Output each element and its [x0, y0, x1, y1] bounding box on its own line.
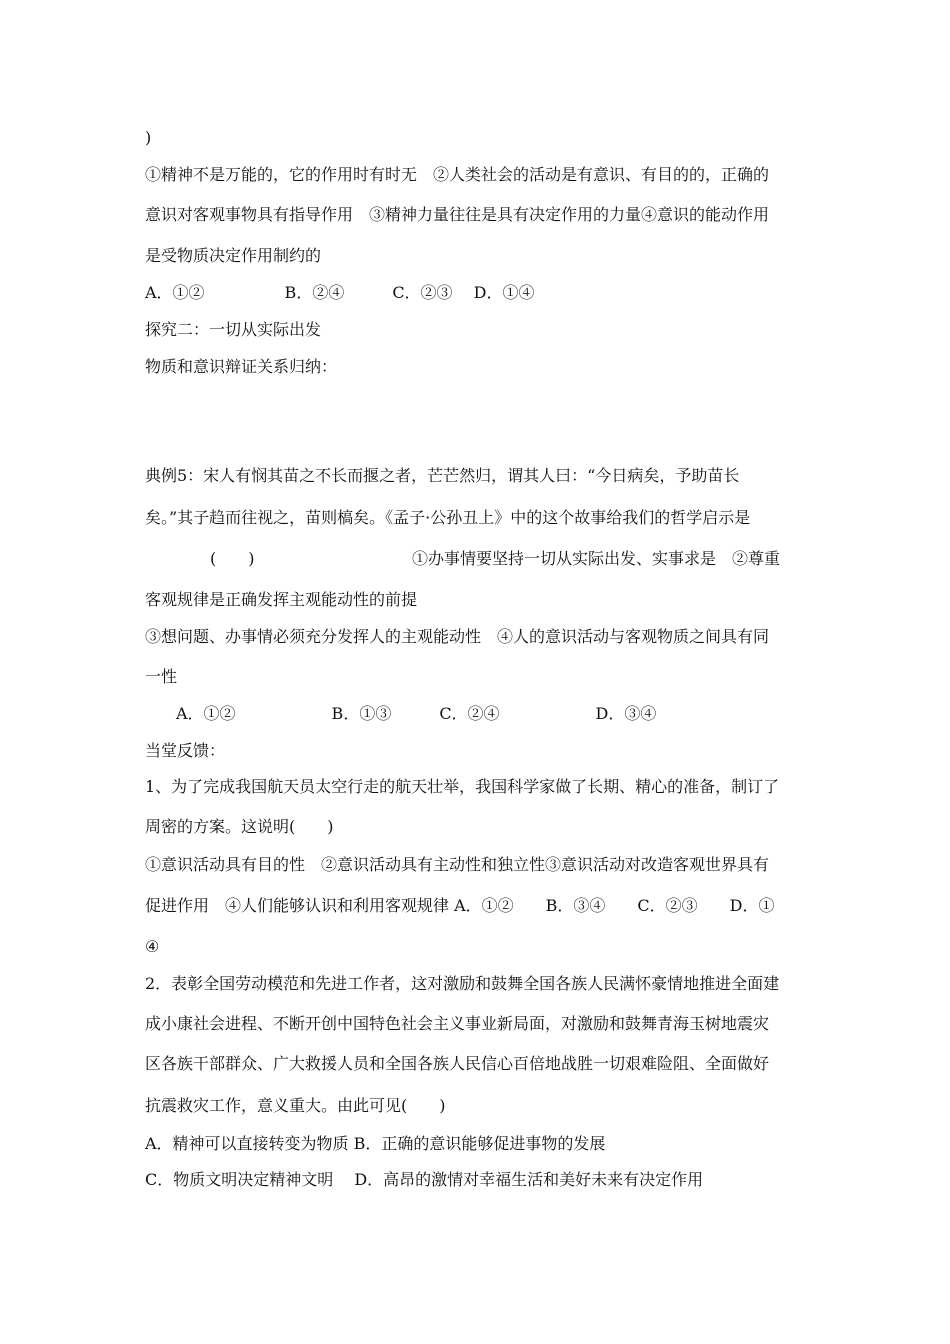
feedback-q2-options-ab: A．精神可以直接转变为物质 B．正确的意识能够促进事物的发展 — [145, 1134, 606, 1153]
prev-question-line-3: 是受物质决定作用制约的 — [145, 246, 322, 265]
feedback-q1-line-3: ①意识活动具有目的性 ②意识活动具有主动性和独立性③意识活动对改造客观世界具有 — [145, 855, 770, 874]
section-2-title: 探究二：一切从实际出发 — [145, 320, 322, 339]
example-5-line-4: 客观规律是正确发挥主观能动性的前提 — [145, 590, 418, 609]
example-5-answer-paren: ( ) — [210, 549, 255, 568]
prev-question-line-1: ①精神不是万能的，它的作用时有时无 ②人类社会的活动是有意识、有目的的，正确的 — [145, 165, 770, 184]
prev-question-line-2: 意识对客观事物具有指导作用 ③精神力量往往是具有决定作用的力量④意识的能动作用 — [145, 205, 770, 224]
example-5-line-5: ③想问题、办事情必须充分发挥人的主观能动性 ④人的意识活动与客观物质之间具有同 — [145, 627, 770, 646]
feedback-q2-line-3: 区各族干部群众、广大救援人员和全国各族人民信心百倍地战胜一切艰难险阻、全面做好 — [145, 1054, 770, 1073]
example-5-line-6: 一性 — [145, 667, 178, 686]
feedback-q2-line-2: 成小康社会进程、不断开创中国特色社会主义事业新局面，对激励和鼓舞青海玉树地震灾 — [145, 1014, 770, 1033]
example-5-line-3: ①办事情要坚持一切从实际出发、实事求是 ②尊重 — [412, 549, 781, 568]
feedback-q1-line-2: 周密的方案。这说明( ) — [145, 817, 334, 836]
example-5-line-2: 矣。”其子趋而往视之，苗则槁矣。《孟子·公孙丑上》中的这个故事给我们的哲学启示是 — [145, 508, 751, 527]
feedback-q1-line-4: 促进作用 ④人们能够认识和利用客观规律 A．①② B．③④ C．②③ D．① — [145, 896, 775, 915]
feedback-q2-line-1: 2．表彰全国劳动模范和先进工作者，这对激励和鼓舞全国各族人民满怀豪情地推进全面建 — [145, 974, 780, 993]
feedback-q2-line-4: 抗震救灾工作，意义重大。由此可见( ) — [145, 1096, 446, 1115]
prev-question-options: A．①② B．②④ C．②③ D．①④ — [145, 283, 535, 302]
feedback-title: 当堂反馈： — [145, 741, 226, 760]
feedback-q1-line-5: ④ — [145, 937, 160, 956]
paren-close: ) — [145, 128, 152, 147]
example-5-options: A．①② B．①③ C．②④ D．③④ — [176, 704, 657, 723]
section-2-summary: 物质和意识辩证关系归纳： — [145, 357, 338, 376]
feedback-q1-line-1: 1、为了完成我国航天员太空行走的航天壮举，我国科学家做了长期、精心的准备，制订了 — [145, 777, 780, 796]
feedback-q2-options-cd: C．物质文明决定精神文明 D．高昂的激情对幸福生活和美好未来有决定作用 — [145, 1170, 704, 1189]
example-5-line-1: 典例5：宋人有悯其苗之不长而揠之者，芒芒然归，谓其人曰：“今日病矣，予助苗长 — [145, 466, 740, 485]
